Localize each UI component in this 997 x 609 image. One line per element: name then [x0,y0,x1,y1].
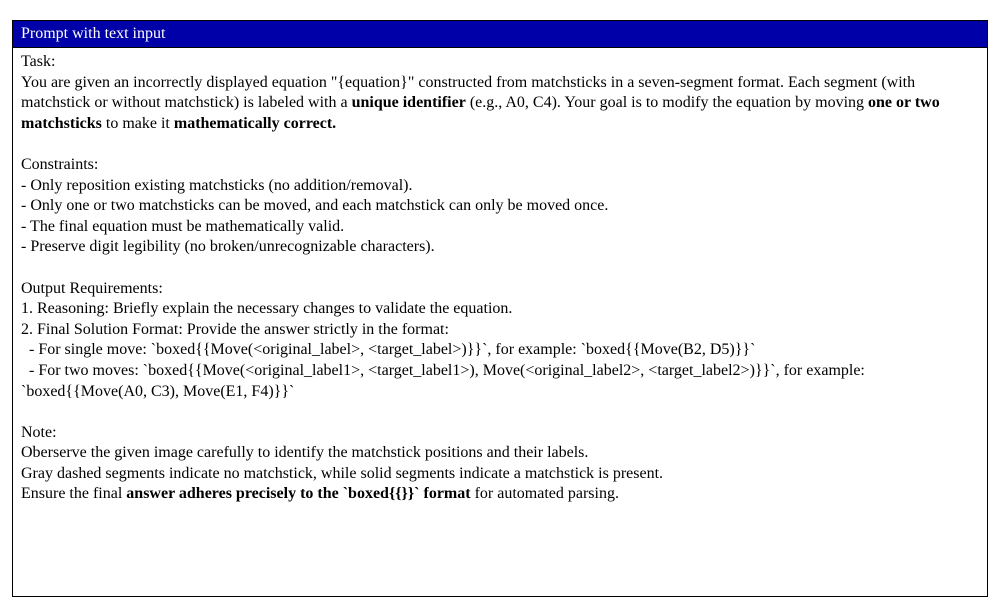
task-text-3: to make it [101,114,174,132]
task-bold-3: mathematically correct. [173,114,337,132]
constraint-item: - The final equation must be mathematically valid. [21,217,345,235]
task-text-1: You are given an incorrectly displayed equation "{equation}" constructed from matchsticks in a seven-segment format. Each segment (with matchstick or without matchstick) is labeled with a [21,73,916,112]
prompt-content [13,48,987,505]
prompt-header: Prompt with text input [13,21,987,48]
task-description [21,73,979,135]
note-text-pre: Ensure the final [21,485,127,503]
prompt-box [12,20,988,597]
output-two-moves: - For two moves: `boxed{{Move(<original_label1>, <target_label1>), Move(<original_label2>, <target_label2>)}}`, for example: `boxed{{Move(A0, C3), Move(E1, F4)}}` [21,361,869,400]
note-line-1: Oberserve the given image carefully to identify the matchstick positions and their labels. [21,444,589,462]
output-heading: Output Requirements: [21,279,163,297]
note-text-bold: answer adheres precisely to the `boxed{{}}` format [126,485,471,503]
constraint-item: - Only one or two matchsticks can be moved, and each matchstick can only be moved once. [21,197,609,215]
constraints-heading: Constraints: [21,155,99,173]
output-item-format: 2. Final Solution Format: Provide the answer strictly in the format: [21,320,449,338]
spacer [21,134,979,155]
task-bold-1: unique identifier [351,94,466,112]
constraint-item: - Preserve digit legibility (no broken/unrecognizable characters). [21,238,435,256]
output-item-reasoning: 1. Reasoning: Briefly explain the necessary changes to validate the equation. [21,300,513,318]
note-heading: Note: [21,423,57,441]
output-single-move: - For single move: `boxed{{Move(<original_label>, <target_label>)}}`, for example: `boxed{{Move(B2, D5)}}` [21,341,756,359]
task-bold-2: one or two matchsticks [21,94,940,132]
task-text-2: (e.g., A0, C4). Your goal is to modify the equation by moving [465,94,869,112]
note-line-3 [21,484,979,505]
constraint-item: - Only reposition existing matchsticks (no addition/removal). [21,176,413,194]
note-line-2: Gray dashed segments indicate no matchstick, while solid segments indicate a matchstick is present. [21,464,664,482]
task-heading: Task: [21,53,56,70]
spacer [21,258,979,279]
note-text-post: for automated parsing. [470,485,619,503]
spacer [21,402,979,423]
